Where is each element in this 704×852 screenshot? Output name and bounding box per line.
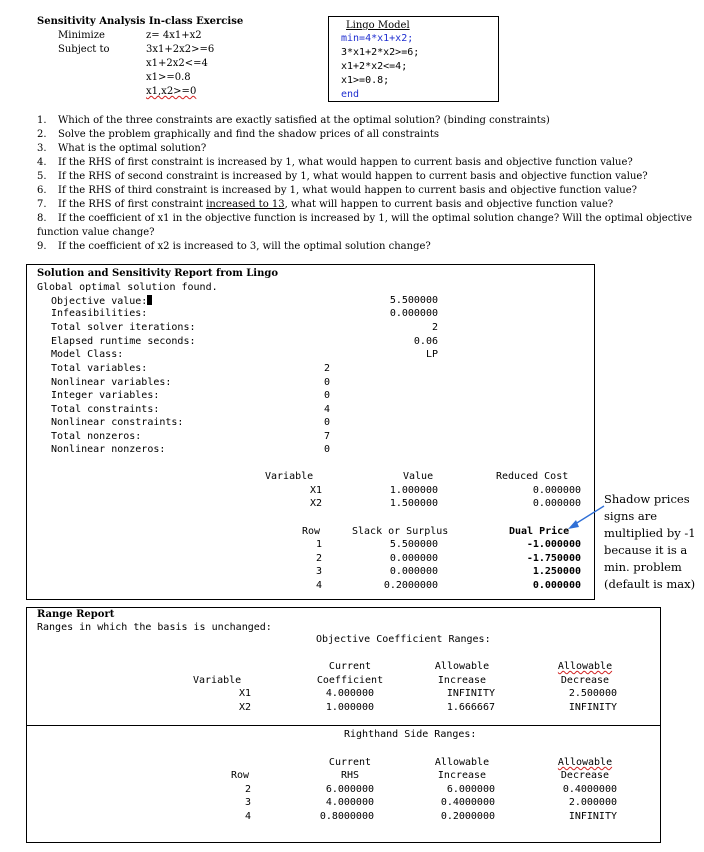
variable-value: 1.500000 — [389, 498, 438, 509]
rhs-current: 4.000000 — [325, 797, 374, 808]
stat-value: 0 — [323, 444, 330, 455]
stat-value: 0 — [323, 377, 330, 388]
stat-label: Total variables: — [51, 363, 148, 374]
variable-header: Variable — [265, 471, 314, 482]
note-line: signs are — [604, 509, 658, 523]
rhs-header-current: Current — [328, 757, 372, 768]
rhs-current: 0.8000000 — [319, 811, 374, 822]
slack-value: 0.2000000 — [383, 580, 438, 591]
obj-header-current: Current — [328, 661, 372, 672]
objective-function: z= 4x1+x2 — [146, 30, 202, 41]
rhs-header-allowable-dec: Allowable — [557, 757, 613, 768]
question-number: 9. — [37, 241, 47, 252]
annotation-arrow-icon — [560, 500, 610, 540]
subject-to-label: Subject to — [58, 44, 110, 55]
obj-header-allowable-inc: Allowable — [434, 661, 490, 672]
obj-current: 1.000000 — [325, 702, 374, 713]
question-text: If the RHS of first constraint is increased by 1, what would happen to current basis and objective function value? — [58, 157, 633, 168]
obj-header-variable: Variable — [193, 675, 242, 686]
dual-price-value: -1.000000 — [526, 539, 581, 550]
obj-header-decrease: Decrease — [560, 675, 610, 686]
rhs-ranges-heading: Righthand Side Ranges: — [344, 729, 477, 740]
rhs-increase: 0.2000000 — [440, 811, 495, 822]
stat-label: Nonlinear variables: — [51, 377, 172, 388]
row-number: 3 — [315, 566, 322, 577]
rhs-header-decrease: Decrease — [560, 770, 610, 781]
stat-value: 2 — [431, 322, 438, 333]
slack-value: 0.000000 — [389, 566, 438, 577]
note-line: Shadow prices — [604, 492, 690, 506]
stat-label: Elapsed runtime seconds: — [51, 336, 196, 347]
obj-variable: X2 — [238, 702, 251, 713]
dual-price-value: 1.250000 — [532, 566, 581, 577]
obj-current: 4.000000 — [325, 688, 374, 699]
stat-label: Total nonzeros: — [51, 431, 142, 442]
question-text-continued: function value change? — [37, 227, 155, 238]
question-text: If the RHS of first constraint increased to 13, what will happen to current basis and objective function value? — [58, 199, 614, 210]
obj-decrease: INFINITY — [568, 702, 617, 713]
question-text: If the coefficient of x1 in the objective function is increased by 1, will the optimal solution change? Will the optimal objective — [58, 213, 693, 224]
slack-value: 0.000000 — [389, 553, 438, 564]
question-number: 2. — [37, 129, 47, 140]
value-header: Value — [403, 471, 434, 482]
note-line: min. problem — [604, 560, 682, 574]
reduced-cost-header: Reduced Cost — [496, 471, 569, 482]
constraint-2: x1+2x2<=4 — [146, 58, 208, 69]
stat-label: Total constraints: — [51, 404, 160, 415]
constraint-1: 3x1+2x2>=6 — [146, 44, 215, 55]
rhs-header-rhs: RHS — [340, 770, 360, 781]
question-text: Which of the three constraints are exactly satisfied at the optimal solution? (binding constraints) — [58, 115, 550, 126]
constraint-3: x1>=0.8 — [146, 72, 191, 83]
note-line: because it is a — [604, 543, 688, 557]
stat-label: Nonlinear nonzeros: — [51, 444, 166, 455]
row-header: Row — [302, 526, 321, 537]
stat-value: 0.000000 — [389, 308, 438, 319]
lingo-model-title: Lingo Model — [346, 20, 410, 31]
rhs-current: 6.000000 — [325, 784, 374, 795]
constraint-4: x1,x2>=0 — [146, 86, 197, 97]
lingo-line-4: x1>=0.8; — [341, 75, 390, 86]
obj-header-coefficient: Coefficient — [316, 675, 384, 686]
stat-value: 7 — [323, 431, 330, 442]
stat-label: Model Class: — [51, 349, 124, 360]
stat-value: 0.06 — [413, 336, 438, 347]
lingo-line-1: min=4*x1+x2; — [341, 33, 414, 44]
variable-name: X1 — [309, 485, 322, 496]
rhs-row: 2 — [244, 784, 251, 795]
lingo-line-2: 3*x1+2*x2>=6; — [341, 47, 420, 58]
obj-header-increase: Increase — [437, 675, 487, 686]
obj-header-allowable-dec: Allowable — [557, 661, 613, 672]
stat-label: Integer variables: — [51, 390, 160, 401]
shadow-price-note — [604, 491, 696, 593]
variable-value: 1.000000 — [389, 485, 438, 496]
question-text: What is the optimal solution? — [58, 143, 207, 154]
question-number: 3. — [37, 143, 47, 154]
solver-status: Global optimal solution found. — [37, 282, 218, 293]
question-text: If the RHS of second constraint is increased by 1, what would happen to current basis and objective function value? — [58, 171, 648, 182]
rhs-header-row: Row — [231, 770, 250, 781]
question-number: 4. — [37, 157, 47, 168]
dual-price-header: Dual Price — [509, 526, 570, 537]
dual-price-value: -1.750000 — [526, 553, 581, 564]
objective-ranges-heading: Objective Coefficient Ranges: — [316, 634, 491, 645]
stat-label: Nonlinear constraints: — [51, 417, 184, 428]
variable-name: X2 — [309, 498, 322, 509]
exercise-title: Sensitivity Analysis In-class Exercise — [37, 16, 244, 27]
slack-value: 5.500000 — [389, 539, 438, 550]
stat-label: Objective value: — [51, 295, 152, 307]
reduced-cost-value: 0.000000 — [532, 485, 581, 496]
obj-variable: X1 — [238, 688, 251, 699]
rhs-decrease: 0.4000000 — [562, 784, 617, 795]
row-number: 1 — [315, 539, 322, 550]
question-number: 7. — [37, 199, 47, 210]
stat-value: 4 — [323, 404, 330, 415]
stat-value: 2 — [323, 363, 330, 374]
lingo-line-5: end — [341, 89, 360, 100]
rhs-decrease: 2.000000 — [568, 797, 617, 808]
question-text: Solve the problem graphically and find the shadow prices of all constraints — [58, 129, 440, 140]
row-number: 4 — [315, 580, 322, 591]
stat-value: LP — [425, 349, 438, 360]
stat-value: 0 — [323, 417, 330, 428]
note-line: (default is max) — [604, 577, 696, 591]
dual-price-value: 0.000000 — [532, 580, 581, 591]
range-report-subtitle: Ranges in which the basis is unchanged: — [37, 622, 272, 633]
obj-increase: 1.666667 — [446, 702, 495, 713]
reduced-cost-value: 0.000000 — [532, 498, 581, 509]
question-number: 5. — [37, 171, 47, 182]
range-report-title: Range Report — [37, 609, 115, 620]
minimize-label: Minimize — [58, 30, 105, 41]
rhs-row: 3 — [244, 797, 251, 808]
obj-increase: INFINITY — [446, 688, 495, 699]
lingo-line-3: x1+2*x2<=4; — [341, 61, 408, 72]
rhs-row: 4 — [244, 811, 251, 822]
slack-surplus-header: Slack or Surplus — [352, 526, 449, 537]
obj-decrease: 2.500000 — [568, 688, 617, 699]
rhs-decrease: INFINITY — [568, 811, 617, 822]
stat-label: Infeasibilities: — [51, 308, 148, 319]
lingo-model-box — [328, 16, 499, 102]
rhs-header-increase: Increase — [437, 770, 487, 781]
question-number: 6. — [37, 185, 47, 196]
stat-value: 0 — [323, 390, 330, 401]
note-line: multiplied by -1 — [604, 526, 696, 540]
rhs-header-allowable-inc: Allowable — [434, 757, 490, 768]
solution-report-title: Solution and Sensitivity Report from Lingo — [37, 268, 279, 279]
stat-label: Total solver iterations: — [51, 322, 196, 333]
rhs-increase: 6.000000 — [446, 784, 495, 795]
stat-value: 5.500000 — [389, 295, 438, 306]
question-number: 1. — [37, 115, 47, 126]
question-text: If the RHS of third constraint is increased by 1, what would happen to current basis and objective function value? — [58, 185, 637, 196]
rhs-increase: 0.4000000 — [440, 797, 495, 808]
row-number: 2 — [315, 553, 322, 564]
question-text: If the coefficient of x2 is increased to 3, will the optimal solution change? — [58, 241, 431, 252]
question-number: 8. — [37, 213, 47, 224]
